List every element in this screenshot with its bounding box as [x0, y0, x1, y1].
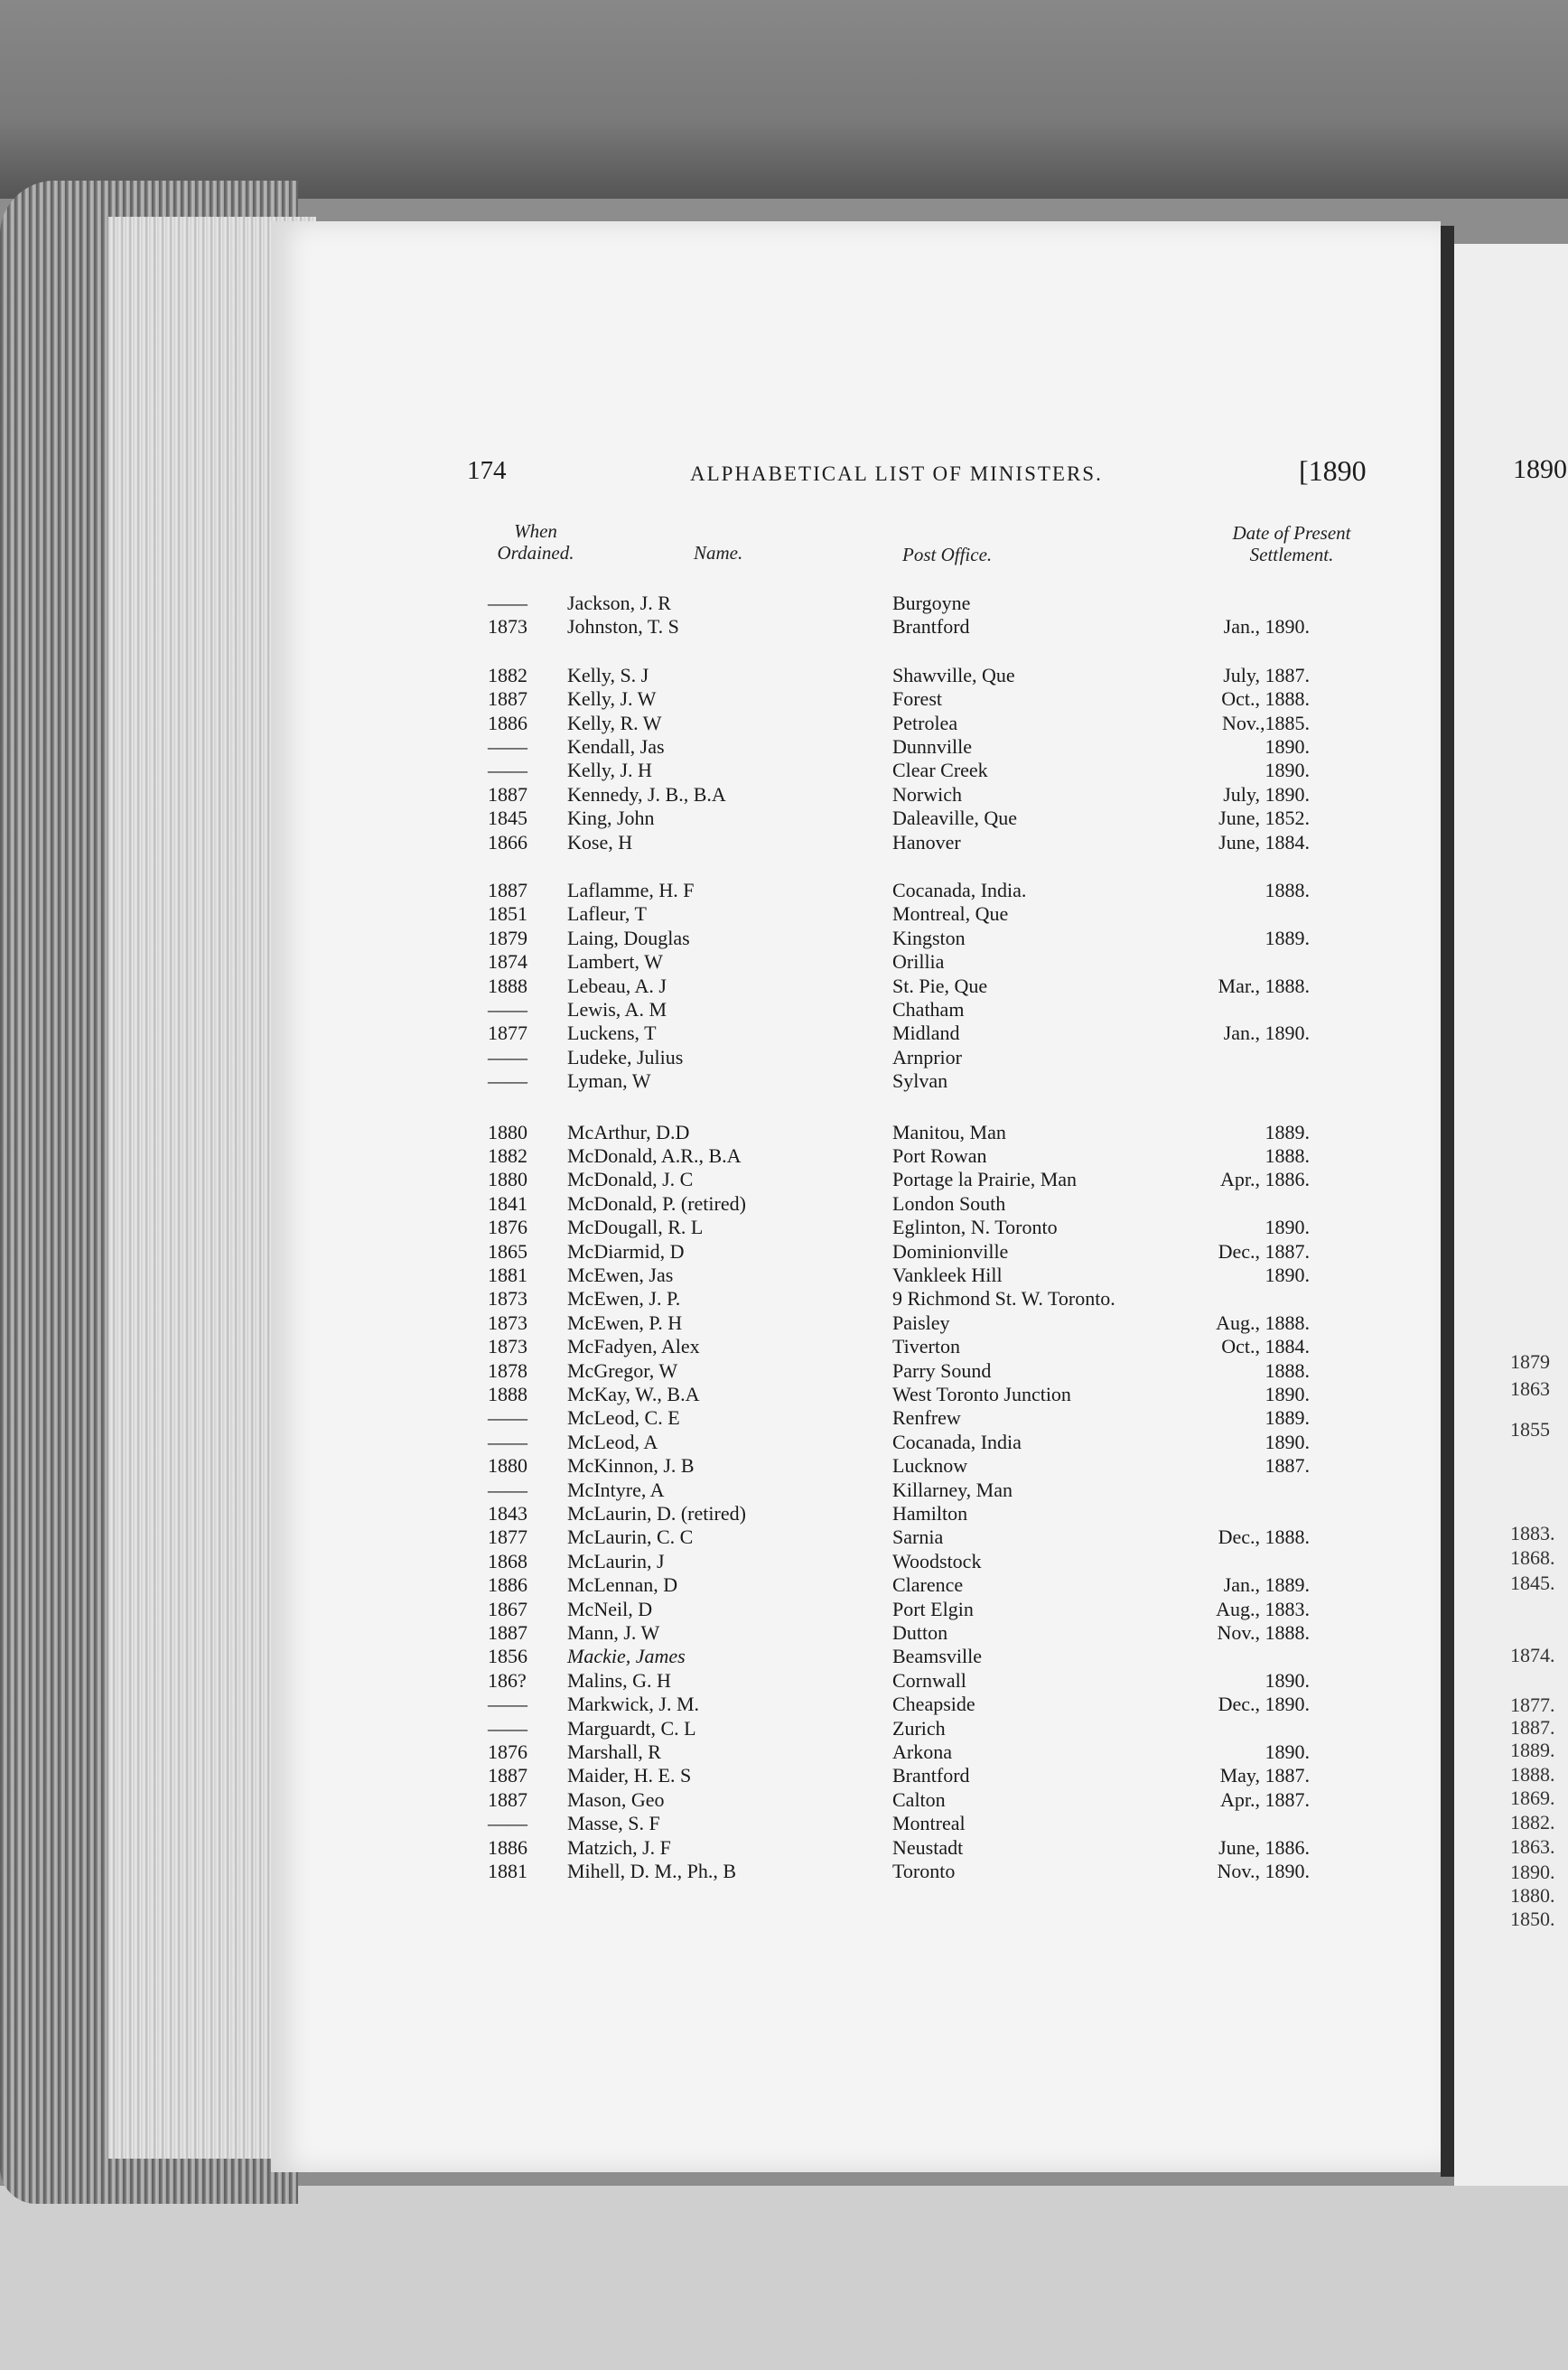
entry-year: —— — [488, 1406, 527, 1430]
entry-date: Jan., 1890. — [1223, 615, 1310, 639]
entry-name: McIntyre, A — [567, 1478, 665, 1501]
right-page-fragment: 1887. — [1510, 1716, 1555, 1739]
entry-name: Malins, G. H — [567, 1668, 671, 1692]
entry-year: 1880 — [488, 1120, 527, 1143]
entry-date: Nov., 1890. — [1217, 1860, 1310, 1882]
right-page-fragment: 1889. — [1510, 1739, 1555, 1761]
entry-year: —— — [488, 998, 527, 1021]
entry-post-office: Orillia — [892, 950, 945, 974]
entry-year: 1873 — [488, 1287, 527, 1311]
entry-name: McEwen, J. P. — [567, 1287, 681, 1311]
table-row — [488, 1717, 1391, 1740]
entry-post-office: Killarney, Man — [892, 1478, 1013, 1501]
entry-post-office: West Toronto Junction — [892, 1383, 1071, 1405]
entry-year: 1874 — [488, 950, 527, 974]
table-row — [488, 1550, 1391, 1573]
right-page-fragment: 1877. — [1510, 1694, 1555, 1716]
background-top — [0, 0, 1568, 199]
entry-year: 1873 — [488, 1335, 527, 1358]
entry-date: 1890. — [1265, 1264, 1310, 1286]
table-row — [488, 1669, 1391, 1693]
page-title: ALPHABETICAL LIST OF MINISTERS. — [690, 462, 1103, 485]
entry-year: 1876 — [488, 1740, 527, 1763]
table-row — [488, 1406, 1391, 1430]
entry-name: McLeod, C. E — [567, 1406, 680, 1430]
entry-year: 1881 — [488, 1860, 527, 1882]
entry-name: Markwick, J. M. — [567, 1693, 700, 1716]
entry-name: McArthur, D.D — [567, 1120, 690, 1143]
column-header-post-office: Post Office. — [902, 544, 993, 565]
entry-year: —— — [488, 1430, 527, 1453]
right-page-fragment: 1863 — [1510, 1377, 1550, 1400]
page-number: 174 — [467, 456, 507, 485]
entry-post-office: Kingston — [892, 926, 966, 949]
right-page-fragment: 1855 — [1510, 1418, 1550, 1441]
entry-post-office: Calton — [892, 1787, 946, 1811]
entry-name: McDougall, R. L — [567, 1216, 704, 1239]
entry-post-office: Petrolea — [892, 711, 958, 734]
table-row — [488, 1046, 1391, 1069]
table-row — [488, 1740, 1391, 1764]
entry-name: Laflamme, H. F — [567, 879, 695, 901]
table-row — [488, 1383, 1391, 1406]
entry-year: 1843 — [488, 1502, 527, 1525]
entry-name: Lambert, W — [567, 950, 663, 974]
entry-post-office: St. Pie, Que — [892, 974, 988, 997]
right-page-fragment: 1879 — [1510, 1350, 1550, 1373]
table-row — [488, 879, 1391, 902]
table-row — [488, 1022, 1391, 1045]
entry-post-office: Burgoyne — [892, 592, 971, 614]
entry-name: Kelly, J. W — [567, 687, 657, 711]
entry-name: Kelly, S. J — [567, 663, 649, 686]
entry-year: 1879 — [488, 926, 527, 949]
table-row — [488, 664, 1391, 687]
entry-year: 1882 — [488, 1144, 527, 1167]
entry-name: McLeod, A — [567, 1430, 658, 1453]
entry-year: 186? — [488, 1668, 527, 1692]
entry-date: June, 1852. — [1218, 807, 1310, 830]
entry-name: Kendall, Jas — [567, 735, 665, 758]
table-row — [488, 1144, 1391, 1168]
entry-name: Marguardt, C. L — [567, 1716, 696, 1740]
entry-date: Oct., 1884. — [1221, 1335, 1310, 1358]
table-row — [488, 759, 1391, 782]
table-row — [488, 1573, 1391, 1597]
table-row — [488, 735, 1391, 759]
entry-year: 1867 — [488, 1597, 527, 1620]
entry-post-office: Hamilton — [892, 1502, 968, 1525]
entry-date: 1888. — [1265, 1358, 1310, 1382]
entry-year: —— — [488, 735, 527, 758]
entry-post-office: Parry Sound — [892, 1358, 992, 1382]
entry-post-office: Zurich — [892, 1716, 946, 1740]
entry-name: McKay, W., B.A — [567, 1383, 700, 1405]
table-row — [488, 950, 1391, 974]
entry-date: 1890. — [1265, 735, 1310, 758]
table-row — [488, 1121, 1391, 1144]
entry-name: McEwen, Jas — [567, 1264, 674, 1286]
entry-name: Mason, Geo — [567, 1787, 665, 1811]
entry-date: May, 1887. — [1219, 1764, 1310, 1787]
entry-post-office: Daleaville, Que — [892, 807, 1018, 830]
entry-date: 1890. — [1265, 1668, 1310, 1692]
table-row — [488, 1454, 1391, 1478]
right-page-fragment: 1883. — [1510, 1522, 1555, 1544]
entry-post-office: Beamsville — [892, 1645, 982, 1668]
table-row — [488, 1192, 1391, 1216]
entry-post-office: Renfrew — [892, 1406, 961, 1430]
entry-year: 1873 — [488, 615, 527, 639]
entry-name: Ludeke, Julius — [567, 1045, 684, 1068]
entry-post-office: Montreal — [892, 1812, 966, 1835]
entry-name: McGregor, W — [567, 1358, 678, 1382]
entry-date: June, 1886. — [1218, 1835, 1310, 1859]
entry-name: Lafleur, T — [567, 902, 647, 926]
entry-date: Aug., 1883. — [1216, 1597, 1310, 1620]
entry-year: —— — [488, 1693, 527, 1716]
table-row — [488, 1812, 1391, 1835]
entry-name: Lebeau, A. J — [567, 974, 667, 997]
entry-year: 1877 — [488, 1022, 527, 1045]
entry-post-office: Clear Creek — [892, 759, 988, 782]
entry-name: McLaurin, J — [567, 1549, 665, 1572]
table-row — [488, 998, 1391, 1022]
entry-year: 1887 — [488, 1621, 527, 1644]
entry-year: 1866 — [488, 830, 527, 854]
table-row — [488, 1645, 1391, 1668]
table-row — [488, 1860, 1391, 1883]
entry-post-office: Dutton — [892, 1621, 948, 1644]
entry-name: McFadyen, Alex — [567, 1335, 700, 1358]
entry-name: Johnston, T. S — [567, 615, 679, 639]
entry-year: 1851 — [488, 902, 527, 926]
entry-post-office: Vankleek Hill — [892, 1264, 1003, 1286]
entry-name: Marshall, R — [567, 1740, 661, 1763]
right-page-fragment: 1874. — [1510, 1644, 1555, 1666]
entry-date: 1889. — [1265, 926, 1310, 949]
entry-name: McKinnon, J. B — [567, 1454, 695, 1478]
entry-post-office: Port Elgin — [892, 1597, 974, 1620]
entry-date: Mar., 1888. — [1218, 974, 1310, 997]
table-row — [488, 1359, 1391, 1383]
entry-date: 1889. — [1265, 1120, 1310, 1143]
table-row — [488, 902, 1391, 926]
column-header-name: Name. — [694, 542, 743, 564]
table-row — [488, 615, 1391, 639]
entry-name: Masse, S. F — [567, 1812, 660, 1835]
entry-year: —— — [488, 1812, 527, 1835]
entry-name: McLaurin, D. (retired) — [567, 1502, 746, 1525]
table-row — [488, 1069, 1391, 1093]
entry-post-office: Montreal, Que — [892, 902, 1009, 926]
entry-year: 1873 — [488, 1311, 527, 1334]
entry-year: 1841 — [488, 1191, 527, 1215]
table-row — [488, 1621, 1391, 1645]
right-page-fragment: 1888. — [1510, 1763, 1555, 1786]
entry-post-office: Arkona — [892, 1740, 952, 1763]
entry-year: —— — [488, 1069, 527, 1093]
entry-post-office: Brantford — [892, 615, 970, 639]
entry-date: Nov.,1885. — [1222, 711, 1310, 734]
entry-name: Luckens, T — [567, 1022, 657, 1045]
entry-date: 1890. — [1265, 759, 1310, 782]
entry-year: 1886 — [488, 1573, 527, 1597]
entry-post-office: Dunnville — [892, 735, 972, 758]
table-row — [488, 807, 1391, 830]
entry-name: Lyman, W — [567, 1069, 651, 1093]
entry-date: June, 1884. — [1218, 830, 1310, 854]
entry-name: King, John — [567, 807, 655, 830]
entry-date: Dec., 1890. — [1218, 1693, 1310, 1716]
entry-post-office: Dominionville — [892, 1239, 1009, 1263]
entry-year: 1888 — [488, 1383, 527, 1405]
entry-year: 1887 — [488, 687, 527, 711]
table-row — [488, 687, 1391, 711]
entry-post-office: Sylvan — [892, 1069, 948, 1093]
entry-post-office: Shawville, Que — [892, 663, 1015, 686]
entry-post-office: Neustadt — [892, 1835, 964, 1859]
entry-date: 1888. — [1265, 1144, 1310, 1167]
entry-year: 1888 — [488, 974, 527, 997]
table-row — [488, 831, 1391, 854]
right-page-fragment: 1882. — [1510, 1811, 1555, 1833]
entry-date: Jan., 1890. — [1223, 1022, 1310, 1045]
table-row — [488, 1240, 1391, 1264]
entry-date: Apr., 1886. — [1220, 1168, 1310, 1191]
entry-post-office: Sarnia — [892, 1526, 944, 1549]
background-bottom — [0, 2186, 1568, 2370]
right-page-fragment: 1880. — [1510, 1884, 1555, 1907]
table-row — [488, 1168, 1391, 1191]
entry-name: Maider, H. E. S — [567, 1764, 692, 1787]
entry-name: Kose, H — [567, 830, 633, 854]
entry-date: Nov., 1888. — [1217, 1621, 1310, 1644]
entry-name: Lewis, A. M — [567, 998, 667, 1021]
entry-year: 1878 — [488, 1358, 527, 1382]
entry-name: Jackson, J. R — [567, 592, 671, 614]
table-row — [488, 1764, 1391, 1787]
entry-date: Jan., 1889. — [1223, 1573, 1310, 1597]
entry-name: Kelly, R. W — [567, 711, 662, 734]
entry-year: 1886 — [488, 1835, 527, 1859]
entry-post-office: Tiverton — [892, 1335, 960, 1358]
entry-date: Apr., 1887. — [1220, 1787, 1310, 1811]
right-page-fragment: 1869. — [1510, 1787, 1555, 1809]
entry-name: Matzich, J. F — [567, 1835, 671, 1859]
entry-year: 1880 — [488, 1168, 527, 1191]
table-row — [488, 1526, 1391, 1549]
entry-date: 1889. — [1265, 1406, 1310, 1430]
entry-date: 1890. — [1265, 1430, 1310, 1453]
entry-year: 1877 — [488, 1526, 527, 1549]
entry-post-office: London South — [892, 1191, 1006, 1215]
table-row — [488, 712, 1391, 735]
right-page-header: 1890 — [1513, 454, 1567, 484]
table-row — [488, 1693, 1391, 1716]
entry-post-office: Manitou, Man — [892, 1120, 1006, 1143]
entry-name: McDiarmid, D — [567, 1239, 685, 1263]
table-row — [488, 1287, 1391, 1311]
entry-date: 1890. — [1265, 1216, 1310, 1239]
entry-date: 1888. — [1265, 879, 1310, 901]
entry-post-office: 9 Richmond St. W. Toronto. — [892, 1287, 1115, 1311]
table-row — [488, 1788, 1391, 1812]
entry-post-office: Lucknow — [892, 1454, 968, 1478]
entry-post-office: Chatham — [892, 998, 965, 1021]
right-page-fragment: 1863. — [1510, 1835, 1555, 1858]
entry-post-office: Norwich — [892, 782, 962, 806]
entry-year: 1887 — [488, 1764, 527, 1787]
entry-year: 1876 — [488, 1216, 527, 1239]
entry-year: —— — [488, 1716, 527, 1740]
entry-year: 1845 — [488, 807, 527, 830]
table-row — [488, 1502, 1391, 1526]
entry-post-office: Clarence — [892, 1573, 964, 1597]
table-row — [488, 1836, 1391, 1860]
entry-year: —— — [488, 592, 527, 614]
entry-post-office: Hanover — [892, 830, 961, 854]
entry-year: 1882 — [488, 663, 527, 686]
entry-year: 1856 — [488, 1645, 527, 1668]
entry-year: 1887 — [488, 879, 527, 901]
entry-name: Mackie, James — [567, 1645, 686, 1668]
entry-post-office: Brantford — [892, 1764, 970, 1787]
entry-date: Dec., 1887. — [1218, 1239, 1310, 1263]
entry-name: McDonald, P. (retired) — [567, 1191, 746, 1215]
entry-date: Dec., 1888. — [1218, 1526, 1310, 1549]
right-page-fragment: 1868. — [1510, 1546, 1555, 1569]
entry-year: 1887 — [488, 782, 527, 806]
entry-post-office: Cheapside — [892, 1693, 975, 1716]
entry-date: Oct., 1888. — [1221, 687, 1310, 711]
table-row — [488, 1264, 1391, 1287]
entry-name: McLaurin, C. C — [567, 1526, 694, 1549]
entry-year: 1881 — [488, 1264, 527, 1286]
entry-post-office: Cornwall — [892, 1668, 966, 1692]
entry-post-office: Forest — [892, 687, 942, 711]
entry-name: McNeil, D — [567, 1597, 653, 1620]
entry-year: 1880 — [488, 1454, 527, 1478]
table-row — [488, 1431, 1391, 1454]
entry-name: McDonald, A.R., B.A — [567, 1144, 742, 1167]
entry-date: July, 1890. — [1223, 782, 1310, 806]
entry-name: McLennan, D — [567, 1573, 678, 1597]
entry-date: July, 1887. — [1223, 663, 1310, 686]
entry-post-office: Paisley — [892, 1311, 950, 1334]
table-row — [488, 1479, 1391, 1502]
entry-name: Kelly, J. H — [567, 759, 652, 782]
entry-post-office: Cocanada, India — [892, 1430, 1022, 1453]
entry-post-office: Toronto — [892, 1860, 956, 1882]
entry-post-office: Arnprior — [892, 1045, 962, 1068]
entry-year: —— — [488, 1478, 527, 1501]
column-header-when: When Ordained. — [497, 520, 574, 564]
entry-date: 1887. — [1265, 1454, 1310, 1478]
table-row — [488, 1216, 1391, 1239]
book-gutter — [1441, 226, 1454, 2177]
entry-year: 1887 — [488, 1787, 527, 1811]
entry-date: 1890. — [1265, 1740, 1310, 1763]
table-row — [488, 927, 1391, 950]
entry-year: 1886 — [488, 711, 527, 734]
entry-post-office: Port Rowan — [892, 1144, 987, 1167]
table-row — [488, 1598, 1391, 1621]
entry-year: —— — [488, 759, 527, 782]
entry-post-office: Cocanada, India. — [892, 879, 1027, 901]
table-row — [488, 783, 1391, 807]
entry-post-office: Woodstock — [892, 1549, 982, 1572]
table-row — [488, 1335, 1391, 1358]
column-header-date: Date of Present Settlement. — [1232, 522, 1351, 565]
table-row — [488, 1311, 1391, 1335]
entry-year: 1868 — [488, 1549, 527, 1572]
entry-name: Mann, J. W — [567, 1621, 660, 1644]
entry-year: 1865 — [488, 1239, 527, 1263]
entry-name: McEwen, P. H — [567, 1311, 683, 1334]
table-row — [488, 592, 1391, 615]
right-page-fragment: 1850. — [1510, 1908, 1555, 1930]
entry-year: —— — [488, 1045, 527, 1068]
right-page-fragment: 1890. — [1510, 1861, 1555, 1883]
entry-date: Aug., 1888. — [1216, 1311, 1310, 1334]
right-page-fragment: 1845. — [1510, 1572, 1555, 1594]
entry-post-office: Eglinton, N. Toronto — [892, 1216, 1058, 1239]
entry-name: Mihell, D. M., Ph., B — [567, 1860, 737, 1882]
entry-post-office: Portage la Prairie, Man — [892, 1168, 1078, 1191]
entry-date: 1890. — [1265, 1383, 1310, 1405]
entry-name: Laing, Douglas — [567, 926, 690, 949]
table-row — [488, 975, 1391, 998]
entry-name: Kennedy, J. B., B.A — [567, 782, 726, 806]
entry-post-office: Midland — [892, 1022, 960, 1045]
page-year: [1890 — [1299, 454, 1367, 487]
entry-name: McDonald, J. C — [567, 1168, 694, 1191]
